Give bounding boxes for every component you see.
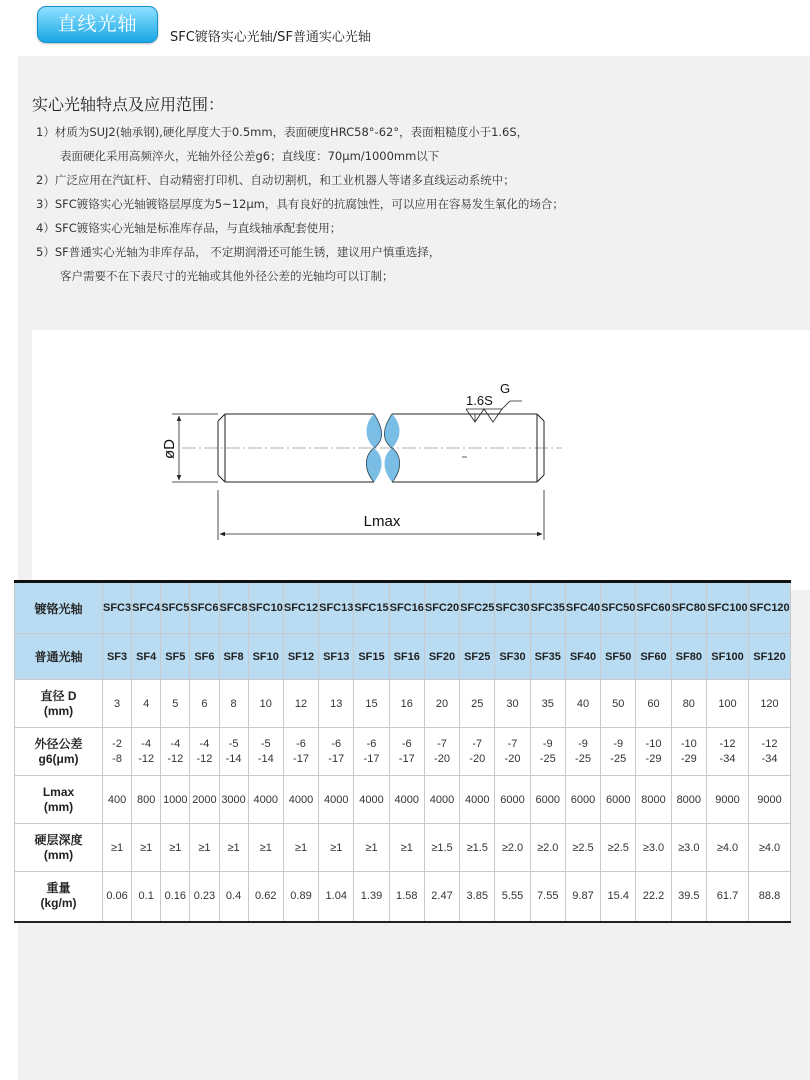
tolerance-value: [389, 728, 424, 776]
tolerance-lower: -12: [167, 752, 184, 765]
tolerance-lower: -25: [610, 752, 627, 765]
tolerance-lower: -29: [680, 752, 697, 765]
hardness-value: ≥3.0: [636, 824, 671, 872]
diameter-value: 13: [319, 680, 354, 728]
tolerance-lower: -29: [645, 752, 662, 765]
chrome-model: SFC5: [161, 582, 190, 634]
chrome-model: SFC3: [103, 582, 132, 634]
diameter-value: 100: [707, 680, 749, 728]
shaft-diagram: [32, 330, 810, 590]
plain-model: SF12: [283, 634, 318, 680]
hardness-value: ≥2.5: [565, 824, 600, 872]
diameter-value: 30: [495, 680, 530, 728]
plain-model: SF120: [749, 634, 791, 680]
weight-value: 7.55: [530, 872, 565, 922]
lmax-value: 6000: [530, 776, 565, 824]
lmax-value: 6000: [495, 776, 530, 824]
row-header-diameter: [15, 680, 103, 728]
row-header-line: 外径公差: [34, 736, 83, 751]
tolerance-value: [601, 728, 636, 776]
hardness-value: ≥1: [219, 824, 248, 872]
row-header-line: 直径 D: [40, 688, 77, 703]
weight-value: 0.16: [161, 872, 190, 922]
header: [0, 0, 810, 56]
chrome-model: SFC15: [354, 582, 389, 634]
tolerance-value: [530, 728, 565, 776]
hardness-value: ≥1: [389, 824, 424, 872]
tolerance-value: [283, 728, 318, 776]
tolerance-upper: -10: [645, 737, 662, 750]
hardness-value: ≥4.0: [707, 824, 749, 872]
plain-model: SF50: [601, 634, 636, 680]
tolerance-lower: -34: [761, 752, 778, 765]
chrome-model: SFC35: [530, 582, 565, 634]
lmax-value: 4000: [354, 776, 389, 824]
row-header-line: (kg/m): [40, 896, 77, 911]
tolerance-value: [424, 728, 459, 776]
row-header-line: (mm): [43, 847, 74, 862]
tolerance-upper: -4: [199, 737, 210, 750]
tolerance-value: [565, 728, 600, 776]
chrome-model: SFC10: [248, 582, 283, 634]
tolerance-upper: -9: [542, 737, 553, 750]
tolerance-value: [707, 728, 749, 776]
feature-line: 1）材质为SUJ2(轴承钢),硬化厚度大于0.5mm，表面硬度HRC58°-62°，表面粗糙度小于1.6S，: [36, 125, 529, 139]
diameter-value: 15: [354, 680, 389, 728]
tolerance-value: [319, 728, 354, 776]
hardness-value: ≥1: [354, 824, 389, 872]
diameter-label: øD: [161, 439, 178, 459]
tolerance-lower: -14: [225, 752, 242, 765]
chrome-model: SFC100: [707, 582, 749, 634]
plain-model: SF16: [389, 634, 424, 680]
tolerance-upper: -7: [472, 737, 483, 750]
diameter-value: 120: [749, 680, 791, 728]
row-header-line: 重量: [46, 881, 71, 896]
tolerance-upper: -9: [613, 737, 624, 750]
tolerance-upper: -2: [112, 737, 122, 750]
hardness-value: ≥1: [103, 824, 132, 872]
row-header-line: Lmax: [42, 784, 75, 799]
table-row: [15, 776, 791, 824]
tolerance-lower: -17: [328, 752, 345, 765]
row-header-hardness: [15, 824, 103, 872]
weight-value: 39.5: [671, 872, 706, 922]
chrome-model: SFC20: [424, 582, 459, 634]
row-header-line: (mm): [43, 703, 74, 718]
tolerance-upper: -6: [401, 737, 412, 750]
lmax-value: 3000: [219, 776, 248, 824]
chrome-model: SFC4: [132, 582, 161, 634]
chrome-model: SFC8: [219, 582, 248, 634]
lmax-value: 4000: [424, 776, 459, 824]
tolerance-lower: -34: [719, 752, 736, 765]
diameter-value: 20: [424, 680, 459, 728]
content-panel: [18, 56, 810, 1080]
plain-model: SF10: [248, 634, 283, 680]
row-header-line: (mm): [43, 799, 74, 814]
plain-model: SF40: [565, 634, 600, 680]
chrome-model: SFC120: [749, 582, 791, 634]
weight-value: 3.85: [460, 872, 495, 922]
length-label: Lmax: [363, 513, 401, 530]
feature-line: 3）SFC镀铬实心光轴镀铬层厚度为5~12μm，具有良好的抗腐蚀性，可以应用在容易发生氧化的场合；: [36, 197, 564, 211]
tolerance-upper: -6: [296, 737, 306, 750]
feature-line: 表面硬化采用高频淬火，光轴外径公差g6；直线度：70μm/1000mm以下: [60, 149, 440, 163]
table-row: [15, 582, 791, 634]
table-row: [15, 680, 791, 728]
tolerance-lower: -20: [504, 752, 521, 765]
feature-line: 2）广泛应用在汽缸杆、自动精密打印机、自动切割机，和工业机器人等诸多直线运动系统中；: [36, 173, 515, 187]
feature-line: 4）SFC镀铬实心光轴是标准库存品，与直线轴承配套使用；: [36, 221, 342, 235]
tolerance-lower: -25: [539, 752, 556, 765]
chrome-model: SFC60: [636, 582, 671, 634]
chrome-model: SFC50: [601, 582, 636, 634]
hardness-value: ≥1: [190, 824, 219, 872]
tolerance-value: [103, 728, 132, 776]
diameter-value: 8: [219, 680, 248, 728]
tolerance-value: [132, 728, 161, 776]
hardness-value: ≥1.5: [460, 824, 495, 872]
tolerance-value: [354, 728, 389, 776]
break-fill: [385, 448, 400, 482]
lmax-value: 9000: [707, 776, 749, 824]
diameter-value: 5: [161, 680, 190, 728]
tolerance-upper: -10: [680, 737, 697, 750]
tolerance-lower: -17: [398, 752, 415, 765]
plain-model: SF35: [530, 634, 565, 680]
tolerance-lower: -20: [469, 752, 486, 765]
page-subtitle: SFC镀铬实心光轴/SF普通实心光轴: [170, 30, 371, 45]
hardness-value: ≥1.5: [424, 824, 459, 872]
hardness-value: ≥1: [283, 824, 318, 872]
lmax-value: 4000: [389, 776, 424, 824]
weight-value: 15.4: [601, 872, 636, 922]
hardness-value: ≥1: [161, 824, 190, 872]
plain-model: SF20: [424, 634, 459, 680]
tolerance-upper: -9: [578, 737, 588, 750]
hardness-value: ≥2.0: [530, 824, 565, 872]
plain-model: SF8: [219, 634, 248, 680]
hardness-value: ≥3.0: [671, 824, 706, 872]
table-row: [15, 728, 791, 776]
chrome-model: SFC13: [319, 582, 354, 634]
tolerance-upper: -6: [366, 737, 377, 750]
weight-value: 2.47: [424, 872, 459, 922]
row-header-line: g6(μm): [38, 751, 79, 766]
lmax-value: 4000: [283, 776, 318, 824]
lmax-value: 400: [103, 776, 132, 824]
spec-table: [14, 580, 791, 923]
diameter-value: 25: [460, 680, 495, 728]
tolerance-lower: -8: [112, 752, 122, 765]
feature-line: 5）SF普通实心光轴为非库存品， 不定期润滑还可能生锈，建议用户慎重选择，: [36, 245, 441, 259]
row-header-line: 硬层深度: [34, 832, 83, 847]
tolerance-value: [460, 728, 495, 776]
row-header-plain: 普通光轴: [15, 634, 103, 680]
lmax-value: 4000: [319, 776, 354, 824]
tolerance-value: [671, 728, 706, 776]
break-fill: [367, 448, 382, 482]
tolerance-lower: -20: [434, 752, 450, 765]
weight-value: 0.4: [219, 872, 248, 922]
tolerance-lower: -17: [293, 752, 309, 765]
tolerance-lower: -12: [196, 752, 213, 765]
lmax-value: 1000: [161, 776, 190, 824]
hardness-value: ≥1: [248, 824, 283, 872]
tolerance-upper: -5: [260, 737, 271, 750]
weight-value: 5.55: [495, 872, 530, 922]
tolerance-upper: -5: [228, 737, 239, 750]
tolerance-upper: -7: [437, 737, 447, 750]
weight-value: 1.58: [389, 872, 424, 922]
tolerance-value: [636, 728, 671, 776]
hardness-value: ≥2.5: [601, 824, 636, 872]
row-header-chrome: 镀铬光轴: [15, 582, 103, 634]
chrome-model: SFC16: [389, 582, 424, 634]
plain-model: SF25: [460, 634, 495, 680]
row-header-lmax: [15, 776, 103, 824]
tolerance-lower: -12: [138, 752, 155, 765]
table-row: [15, 872, 791, 922]
tolerance-value: [219, 728, 248, 776]
tolerance-upper: -4: [170, 737, 181, 750]
chrome-model: SFC80: [671, 582, 706, 634]
lmax-value: 8000: [636, 776, 671, 824]
diameter-value: 16: [389, 680, 424, 728]
hardness-value: ≥2.0: [495, 824, 530, 872]
table-row: [15, 634, 791, 680]
diameter-value: 3: [103, 680, 132, 728]
tolerance-value: [190, 728, 219, 776]
diameter-value: 35: [530, 680, 565, 728]
chrome-model: SFC12: [283, 582, 318, 634]
tolerance-upper: -7: [507, 737, 518, 750]
tolerance-value: [161, 728, 190, 776]
diameter-value: 40: [565, 680, 600, 728]
hardness-value: ≥4.0: [749, 824, 791, 872]
plain-model: SF60: [636, 634, 671, 680]
tolerance-upper: -4: [141, 737, 152, 750]
plain-model: SF15: [354, 634, 389, 680]
tolerance-value: [749, 728, 791, 776]
diameter-value: 12: [283, 680, 318, 728]
plain-model: SF4: [132, 634, 161, 680]
weight-value: 0.89: [283, 872, 318, 922]
diameter-value: 4: [132, 680, 161, 728]
feature-line: 客户需要不在下表尺寸的光轴或其他外径公差的光轴均可以订制；: [60, 269, 394, 283]
lmax-value: 800: [132, 776, 161, 824]
plain-model: SF100: [707, 634, 749, 680]
diameter-value: 60: [636, 680, 671, 728]
tolerance-upper: -12: [761, 737, 778, 750]
plain-model: SF80: [671, 634, 706, 680]
lmax-value: 4000: [460, 776, 495, 824]
weight-value: 1.04: [319, 872, 354, 922]
weight-value: 88.8: [749, 872, 791, 922]
plain-model: SF5: [161, 634, 190, 680]
chrome-model: SFC40: [565, 582, 600, 634]
tolerance-lower: -25: [575, 752, 591, 765]
lmax-value: 6000: [601, 776, 636, 824]
features-title: 实心光轴特点及应用范围：: [32, 95, 225, 114]
lmax-value: 2000: [190, 776, 219, 824]
weight-value: 22.2: [636, 872, 671, 922]
plain-model: SF13: [319, 634, 354, 680]
row-header-weight: [15, 872, 103, 922]
row-header-tolerance: [15, 728, 103, 776]
hardness-value: ≥1: [319, 824, 354, 872]
weight-value: 0.1: [132, 872, 161, 922]
chrome-model: SFC25: [460, 582, 495, 634]
tolerance-upper: -6: [331, 737, 342, 750]
lmax-value: 8000: [671, 776, 706, 824]
diameter-value: 80: [671, 680, 706, 728]
grinding-label: G: [500, 381, 511, 396]
weight-value: 0.23: [190, 872, 219, 922]
chrome-model: SFC6: [190, 582, 219, 634]
weight-value: 0.06: [103, 872, 132, 922]
tolerance-value: [495, 728, 530, 776]
chrome-model: SFC30: [495, 582, 530, 634]
weight-value: 1.39: [354, 872, 389, 922]
weight-value: 0.62: [248, 872, 283, 922]
tolerance-upper: -12: [719, 737, 736, 750]
hardness-value: ≥1: [132, 824, 161, 872]
roughness-label: 1.6S: [466, 393, 493, 408]
plain-model: SF30: [495, 634, 530, 680]
lmax-value: 6000: [565, 776, 600, 824]
table-row: [15, 824, 791, 872]
diameter-value: 6: [190, 680, 219, 728]
diameter-value: 10: [248, 680, 283, 728]
tolerance-value: [248, 728, 283, 776]
features-list: [36, 120, 796, 288]
category-tab[interactable]: 直线光轴: [37, 6, 158, 43]
plain-model: SF6: [190, 634, 219, 680]
weight-value: 9.87: [565, 872, 600, 922]
lmax-value: 9000: [749, 776, 791, 824]
shaft-drawing: [32, 330, 810, 590]
plain-model: SF3: [103, 634, 132, 680]
lmax-value: 4000: [248, 776, 283, 824]
diameter-value: 50: [601, 680, 636, 728]
tolerance-lower: -17: [363, 752, 380, 765]
tolerance-lower: -14: [257, 752, 274, 765]
weight-value: 61.7: [707, 872, 749, 922]
